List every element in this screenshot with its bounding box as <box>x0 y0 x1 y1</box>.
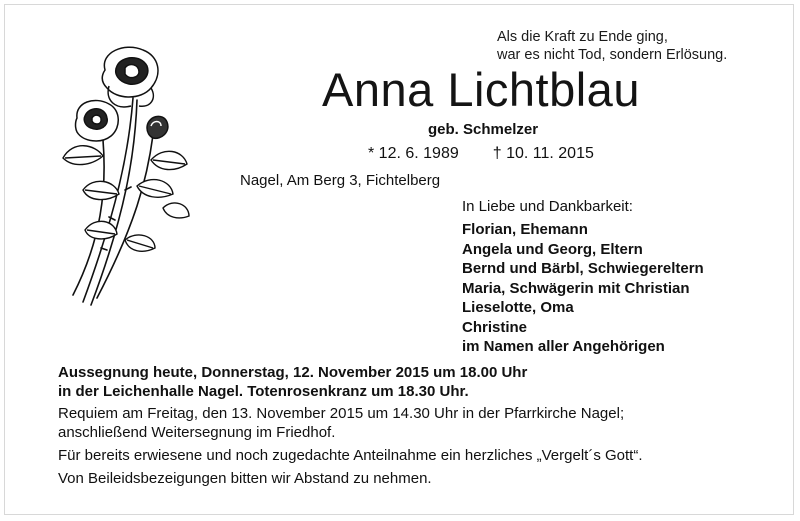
thanks-line: Für bereits erwiesene und noch zugedachte Anteilnahme ein herzliches „Vergelt´s Gott“. <box>58 447 643 464</box>
address: Nagel, Am Berg 3, Fichtelberg <box>240 172 441 189</box>
condolence-line: Von Beileidsbezeigungen bitten wir Abstand zu nehmen. <box>58 469 432 487</box>
motto-line: Als die Kraft zu Ende ging, <box>497 29 668 45</box>
requiem-line: anschließend Weitersegnung im Friedhof. <box>58 423 336 441</box>
birth-date: * 12. 6. 1989 <box>368 145 459 162</box>
birth-name: geb. Schmelzer <box>428 121 539 138</box>
mourners-intro: In Liebe und Dankbarkeit: <box>462 198 633 215</box>
mourner-item: Christine <box>462 318 528 336</box>
motto-line: war es nicht Tod, sondern Erlösung. <box>497 47 728 63</box>
blessing-line: in der Leichenhalle Nagel. Totenrosenkranz um 18.30 Uhr. <box>58 382 469 400</box>
service-info <box>58 364 778 488</box>
rose-illustration-icon <box>55 40 195 315</box>
life-dates <box>368 145 594 163</box>
mourner-item: im Namen aller Angehörigen <box>462 338 665 355</box>
mourner-item: Maria, Schwägerin mit Christian <box>462 279 690 297</box>
requiem-line: Requiem am Freitag, den 13. November 2015 um 14.30 Uhr in der Pfarrkirche Nagel; <box>58 405 625 422</box>
motto <box>497 28 787 64</box>
mourner-item: Florian, Ehemann <box>462 221 588 238</box>
deceased-name: Anna Lichtblau <box>322 63 640 116</box>
mourner-item: Lieselotte, Oma <box>462 299 574 316</box>
mourner-item: Bernd und Bärbl, Schwiegereltern <box>462 260 704 277</box>
death-date: † 10. 11. 2015 <box>492 145 594 162</box>
mourner-item: Angela und Georg, Eltern <box>462 240 643 258</box>
mourners-list <box>462 220 704 357</box>
blessing-line: Aussegnung heute, Donnerstag, 12. November 2015 um 18.00 Uhr <box>58 364 528 381</box>
